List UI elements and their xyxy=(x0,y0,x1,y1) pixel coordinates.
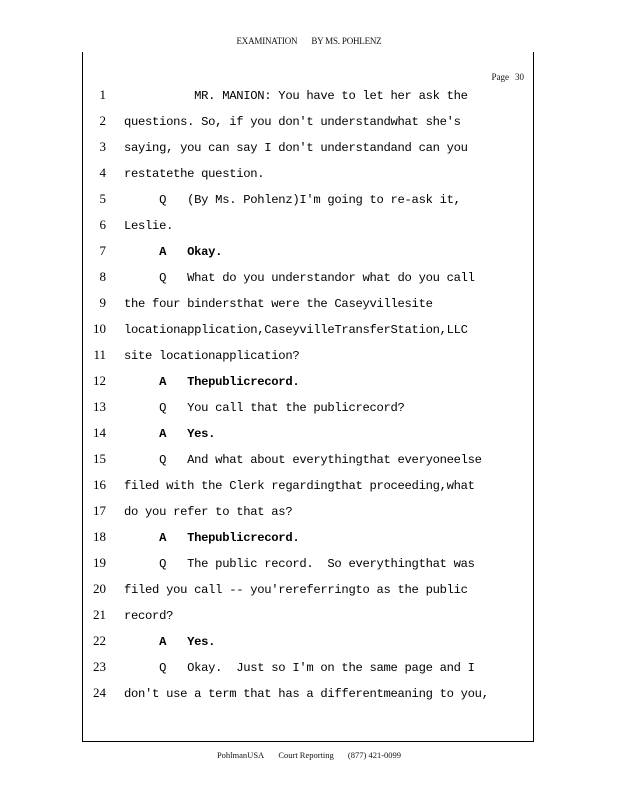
line-number: 8 xyxy=(99,269,106,284)
transcript-line xyxy=(0,581,618,607)
page-label: Page xyxy=(491,72,509,82)
line-text: A Thepublicrecord. xyxy=(124,531,300,545)
page-number xyxy=(486,72,525,82)
line-text: saying, you can say I don't understandand can you xyxy=(124,141,468,155)
line-number: 12 xyxy=(93,373,106,388)
header-section: EXAMINATION xyxy=(236,36,298,46)
line-text: don't use a term that has a differentmeaning to you, xyxy=(124,687,489,701)
line-number: 22 xyxy=(93,633,106,648)
transcript-line xyxy=(0,139,618,165)
line-number: 23 xyxy=(93,659,106,674)
line-text: Q The public record. So everythingthat was xyxy=(124,557,475,571)
line-number: 24 xyxy=(93,685,106,700)
line-text: Q What do you understandor what do you call xyxy=(124,271,475,285)
line-text: site locationapplication? xyxy=(124,349,300,363)
line-text: Q Okay. Just so I'm on the same page and I xyxy=(124,661,475,675)
line-text: Q And what about everythingthat everyoneelse xyxy=(124,453,482,467)
transcript-line xyxy=(0,555,618,581)
line-text: do you refer to that as? xyxy=(124,505,293,519)
line-number: 16 xyxy=(93,477,106,492)
transcript-line xyxy=(0,425,618,451)
footer-phone: (877) 421-0099 xyxy=(347,750,402,760)
transcript-line xyxy=(0,347,618,373)
line-text: filed you call -- you'rereferringto as the public xyxy=(124,583,468,597)
transcript-line xyxy=(0,269,618,295)
line-number: 13 xyxy=(93,399,106,414)
transcript-line xyxy=(0,373,618,399)
line-number: 17 xyxy=(93,503,106,518)
transcript-line xyxy=(0,451,618,477)
line-number: 21 xyxy=(93,607,106,622)
transcript-line xyxy=(0,503,618,529)
line-text: questions. So, if you don't understandwhat she's xyxy=(124,115,461,129)
transcript-line xyxy=(0,659,618,685)
transcript-line xyxy=(0,217,618,243)
line-number: 3 xyxy=(99,139,106,154)
transcript-line xyxy=(0,399,618,425)
line-number: 5 xyxy=(99,191,106,206)
transcript-line xyxy=(0,321,618,347)
line-text: Q (By Ms. Pohlenz)I'm going to re-ask it, xyxy=(124,193,461,207)
line-text: A Okay. xyxy=(124,245,223,259)
line-number: 20 xyxy=(93,581,106,596)
line-text: locationapplication,CaseyvilleTransferStation,LLC xyxy=(124,323,468,337)
line-number: 19 xyxy=(93,555,106,570)
transcript-line xyxy=(0,295,618,321)
transcript-line xyxy=(0,243,618,269)
line-text: the four bindersthat were the Caseyvillesite xyxy=(124,297,433,311)
transcript-line xyxy=(0,113,618,139)
footer-company: PohlmanUSA xyxy=(216,750,265,760)
line-number: 18 xyxy=(93,529,106,544)
line-text: restatethe question. xyxy=(124,167,265,181)
line-number: 6 xyxy=(99,217,106,232)
line-text: Q You call that the publicrecord? xyxy=(124,401,405,415)
line-number: 11 xyxy=(93,347,106,362)
line-text: record? xyxy=(124,609,174,623)
line-number: 4 xyxy=(99,165,106,180)
transcript-line xyxy=(0,607,618,633)
line-number: 2 xyxy=(99,113,106,128)
transcript-line xyxy=(0,477,618,503)
line-text: A Yes. xyxy=(124,635,216,649)
page-number-value: 30 xyxy=(515,72,524,82)
line-number: 15 xyxy=(93,451,106,466)
line-text: A Thepublicrecord. xyxy=(124,375,300,389)
line-text: filed with the Clerk regardingthat proceeding,what xyxy=(124,479,475,493)
line-text: MR. MANION: You have to let her ask the xyxy=(124,89,468,103)
transcript-line xyxy=(0,165,618,191)
transcript-line xyxy=(0,191,618,217)
header-examiner: BY MS. POHLENZ xyxy=(311,36,382,46)
line-text: A Yes. xyxy=(124,427,216,441)
line-number: 14 xyxy=(93,425,106,440)
line-number: 7 xyxy=(99,243,106,258)
line-number: 10 xyxy=(93,321,106,336)
transcript-line xyxy=(0,685,618,711)
line-number: 9 xyxy=(99,295,106,310)
line-text: Leslie. xyxy=(124,219,174,233)
transcript-line xyxy=(0,529,618,555)
footer-service: Court Reporting xyxy=(278,750,334,760)
page-footer xyxy=(0,750,618,760)
transcript-line xyxy=(0,87,618,113)
page-header xyxy=(0,36,618,46)
line-number: 1 xyxy=(99,87,106,102)
transcript-line xyxy=(0,633,618,659)
